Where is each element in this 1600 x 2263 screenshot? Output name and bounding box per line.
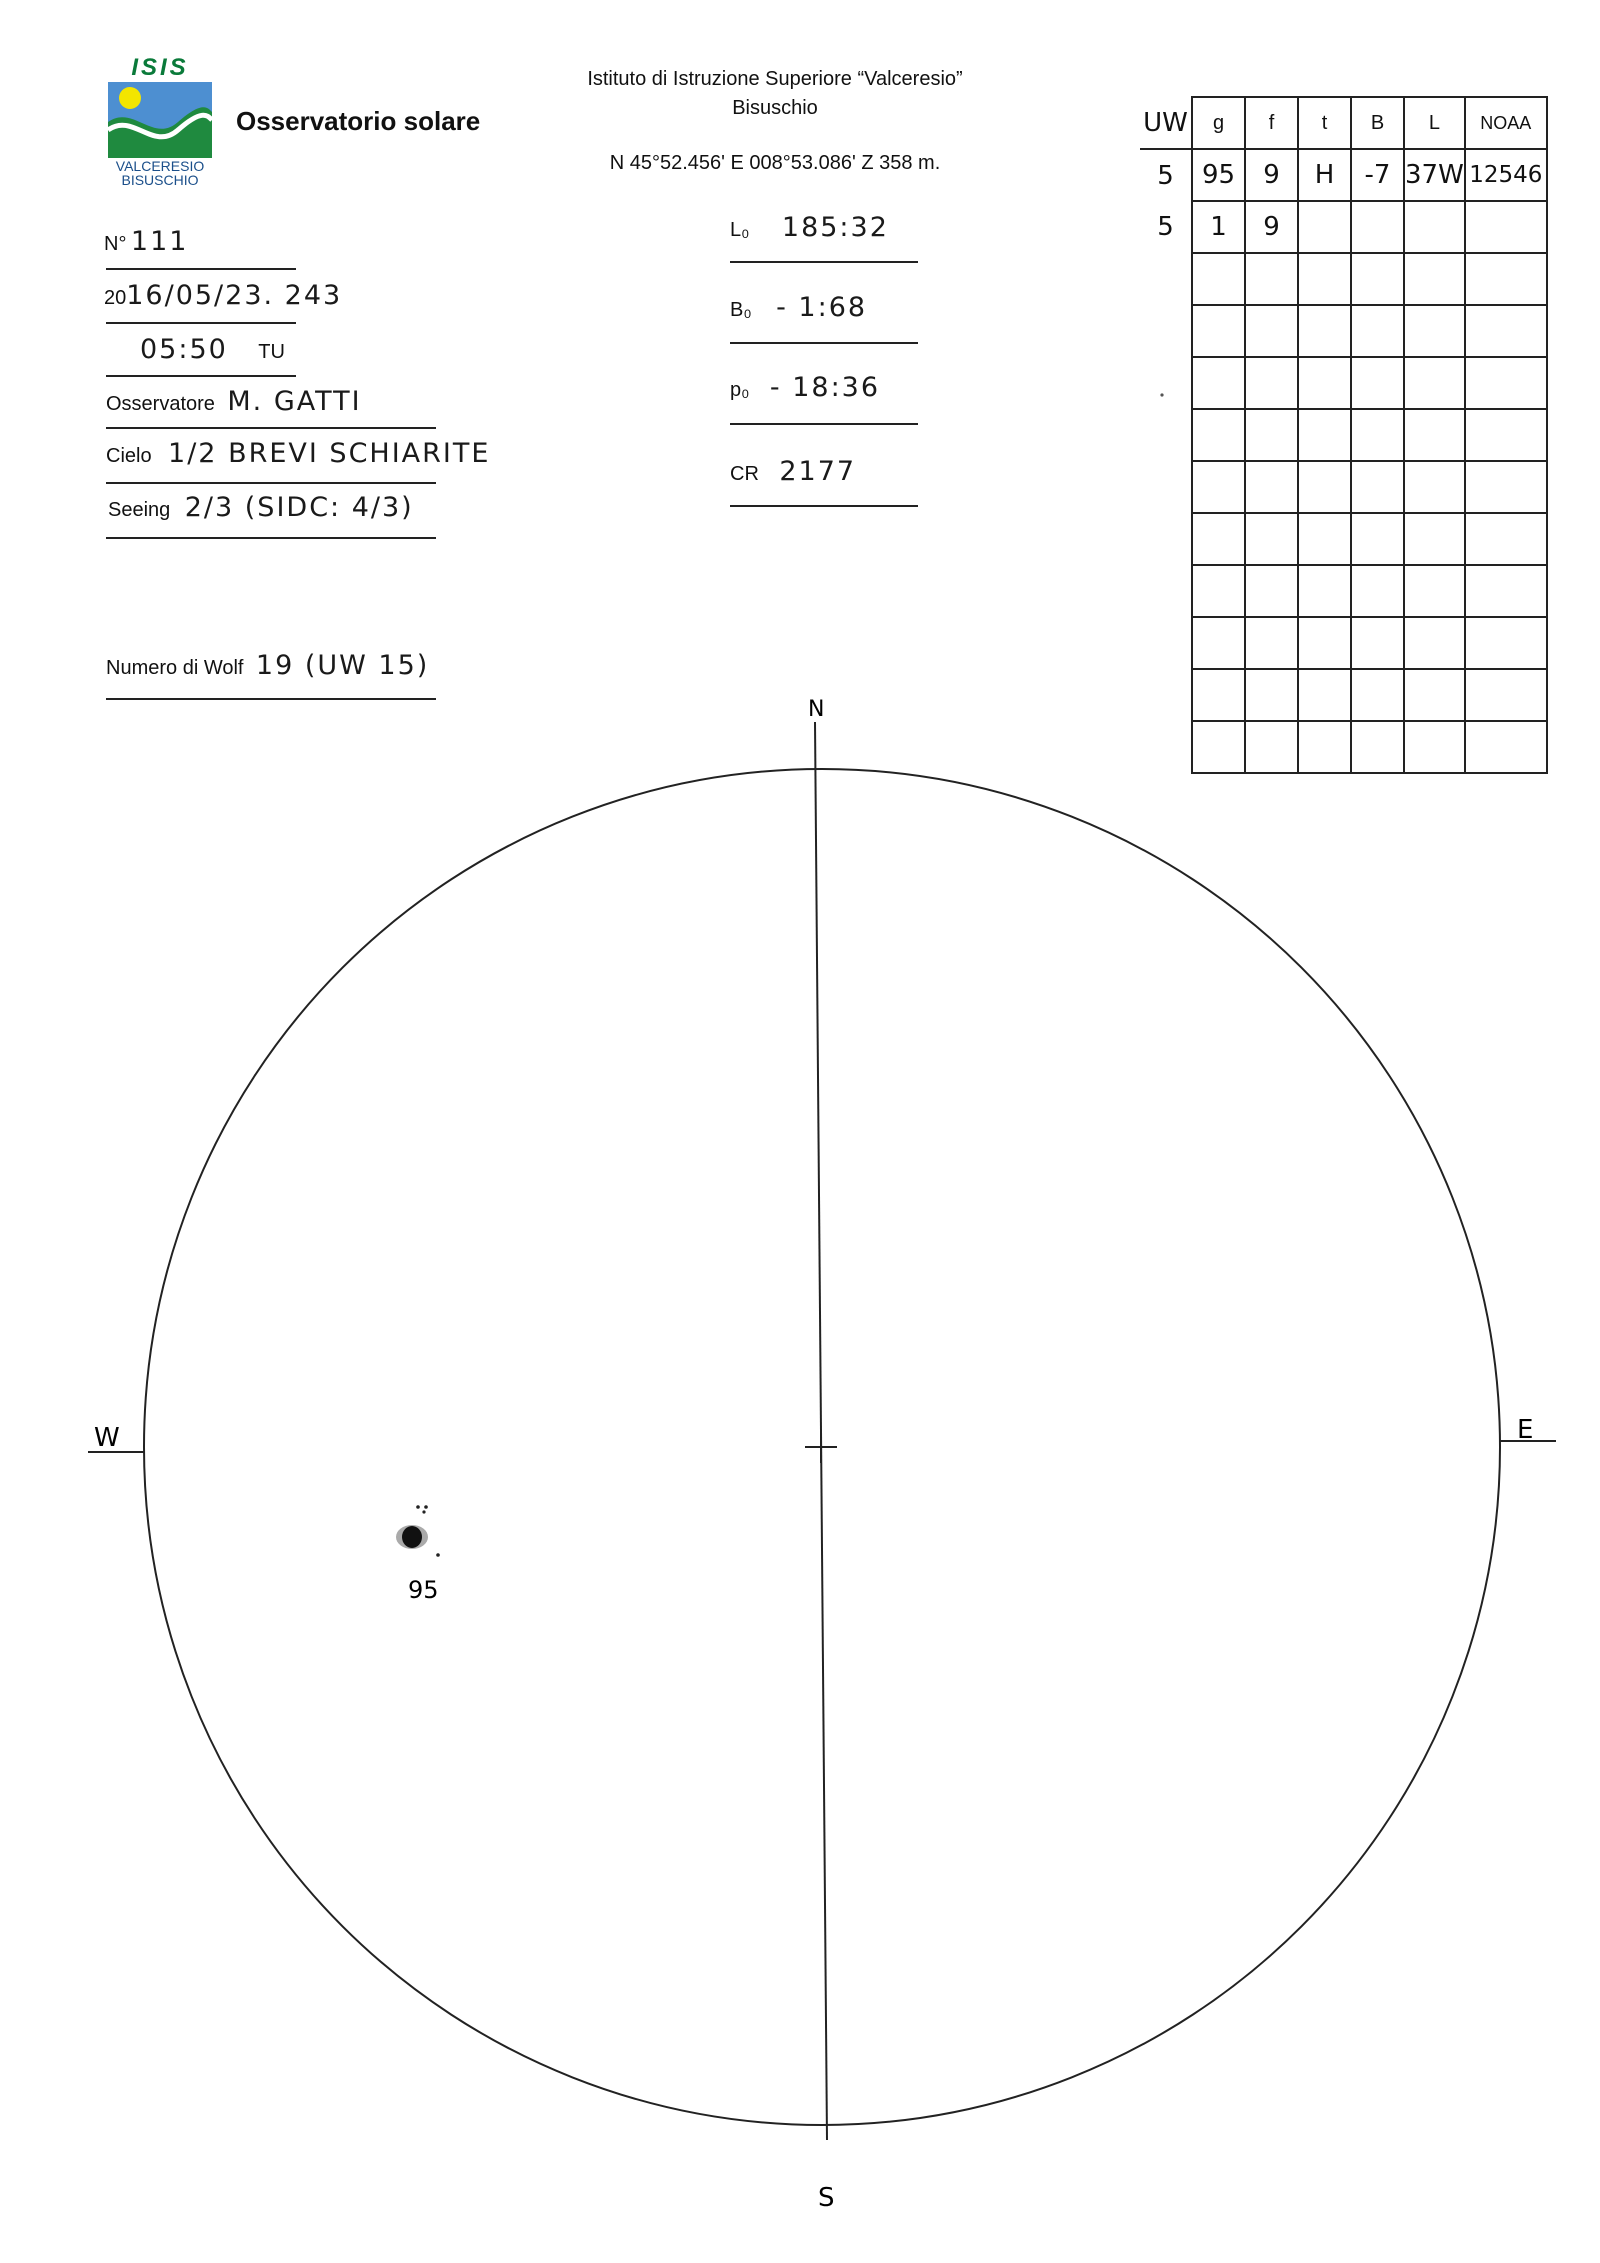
cr-label: CR	[730, 463, 759, 485]
record-date-prefix: 20	[104, 287, 127, 309]
wolf-value: 19 (UW 15)	[255, 650, 430, 681]
sunspot-group-label: 95	[408, 1576, 439, 1604]
wolf-label: Numero di Wolf	[106, 657, 244, 679]
west-label: W	[94, 1423, 120, 1453]
page-title: Osservatorio solare	[236, 106, 481, 136]
col-header-t: t	[1298, 97, 1351, 149]
record-time-unit: TU	[258, 341, 285, 363]
seeing-value: 2/3 (SIDC: 4/3)	[184, 492, 414, 523]
table-cell: 9	[1245, 149, 1298, 201]
b0-value: - 1:68	[776, 292, 868, 323]
col-header-noaa: NOAA	[1465, 97, 1547, 149]
col-header-b: B	[1351, 97, 1404, 149]
table-cell: 12546	[1465, 149, 1547, 201]
l0-value: 185:32	[781, 212, 889, 243]
table-cell: H	[1298, 149, 1351, 201]
east-label: E	[1517, 1415, 1534, 1445]
institute-town: Bisuschio	[732, 97, 818, 119]
observatory-coordinates: N 45°52.456' E 008°53.086' Z 358 m.	[609, 152, 941, 174]
cr-value: 2177	[779, 456, 857, 487]
record-date-value: 16/05/23. 243	[126, 280, 343, 311]
observer-value: M. GATTI	[227, 386, 362, 417]
sunspot-umbra	[402, 1526, 422, 1548]
pore	[416, 1505, 420, 1509]
south-label: S	[818, 2183, 835, 2213]
logo-caption: VALCERESIO	[115, 158, 205, 174]
north-label: N	[808, 697, 825, 722]
logo-wordmark: ISIS	[131, 54, 189, 81]
p0-label: p₀	[730, 379, 750, 401]
col-header-f: f	[1245, 97, 1298, 149]
sky-label: Cielo	[106, 445, 152, 467]
table-cell: 1	[1192, 201, 1245, 253]
table-cell: -7	[1351, 149, 1404, 201]
pore	[436, 1553, 440, 1557]
p0-value: - 18:36	[769, 372, 881, 403]
pore	[422, 1510, 425, 1513]
record-number-value: 111	[130, 226, 189, 257]
pore	[424, 1505, 428, 1509]
sky-value: 1/2 BREVI SCHIARITE	[168, 438, 491, 469]
uw-header: UW	[1140, 97, 1192, 149]
institute-name: Istituto di Istruzione Superiore “Valceresio”	[587, 68, 963, 90]
b0-label: B₀	[730, 299, 752, 321]
logo-caption: BISUSCHIO	[121, 172, 199, 188]
record-number-label: N°	[104, 233, 127, 255]
table-cell: 95	[1192, 149, 1245, 201]
sunspot-group-95	[396, 1505, 440, 1557]
table-cell: 9	[1245, 201, 1298, 253]
uw-cell: 5	[1157, 212, 1174, 242]
observer-label: Osservatore	[106, 393, 215, 415]
col-header-g: g	[1192, 97, 1245, 149]
col-header-l: L	[1404, 97, 1465, 149]
l0-label: L₀	[730, 219, 750, 241]
uw-cell: 5	[1157, 160, 1174, 191]
seeing-label: Seeing	[108, 499, 171, 521]
table-cell: 37W	[1404, 149, 1465, 201]
record-time-value: 05:50	[140, 334, 228, 365]
